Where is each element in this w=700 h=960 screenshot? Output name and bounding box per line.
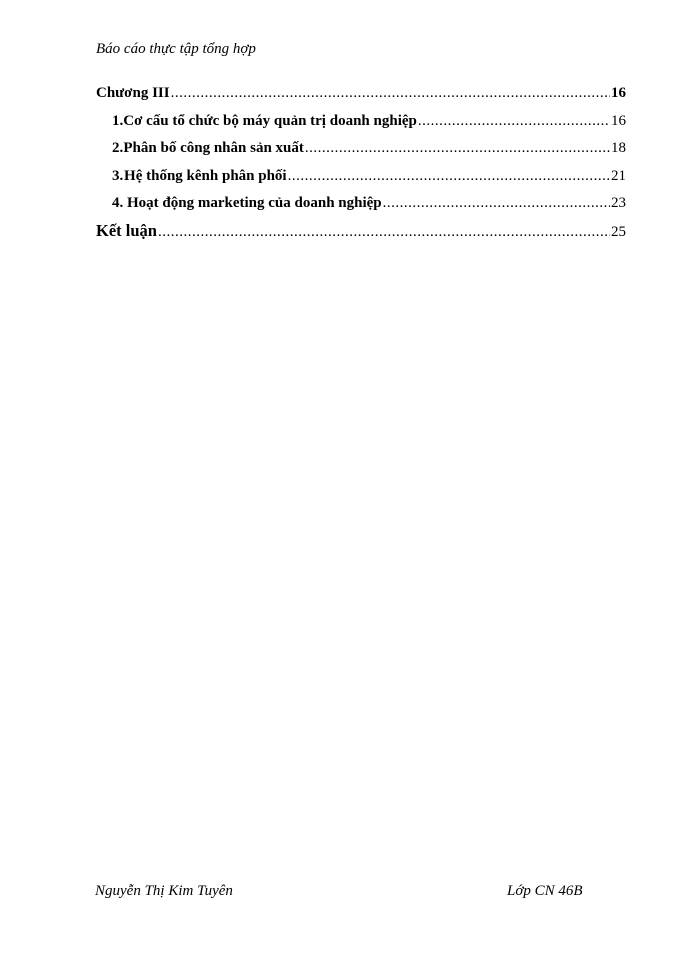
toc-entry-1[interactable] — [96, 110, 626, 138]
page-header: Báo cáo thực tập tổng hợp — [96, 41, 256, 57]
toc-dot-leader — [158, 221, 610, 243]
toc-entry-label: Kết luận — [96, 220, 157, 240]
toc-entry-label: Chương III — [96, 85, 170, 101]
toc-entry-label: Hệ thống kênh phân phối — [124, 167, 287, 184]
toc-entry-number: 3. — [112, 167, 124, 184]
toc-entry-chapter-3[interactable] — [96, 82, 626, 110]
toc-entry-number: 2. — [112, 140, 124, 156]
toc-dot-leader — [418, 110, 610, 132]
footer-author: Nguyễn Thị Kim Tuyên — [95, 883, 233, 899]
toc-entry-page: 18 — [611, 140, 626, 156]
toc-entry-4[interactable] — [96, 192, 626, 220]
toc-entry-3[interactable] — [96, 165, 626, 193]
toc-entry-label: Phân bố công nhân sản xuất — [123, 140, 304, 156]
toc-entry-number: 1. — [112, 112, 124, 129]
toc-entry-conclusion[interactable] — [96, 220, 626, 248]
footer-class: Lớp CN 46B — [507, 883, 583, 899]
toc-entry-label: Cơ cấu tổ chức bộ máy quản trị doanh nghiệp — [123, 112, 417, 129]
toc-entry-page: 21 — [611, 167, 626, 184]
toc-entry-2[interactable] — [96, 137, 626, 165]
toc-entry-label: 4. Hoạt động marketing của doanh nghiệp — [112, 195, 382, 211]
toc-entry-page: 23 — [611, 195, 626, 211]
toc-dot-leader — [171, 82, 610, 104]
toc-entry-page: 16 — [611, 85, 626, 101]
toc-dot-leader — [383, 192, 610, 214]
toc-dot-leader — [288, 165, 610, 187]
table-of-contents — [96, 82, 626, 247]
toc-entry-page: 16 — [611, 112, 626, 129]
toc-entry-page: 25 — [611, 223, 626, 240]
toc-dot-leader — [305, 137, 610, 159]
